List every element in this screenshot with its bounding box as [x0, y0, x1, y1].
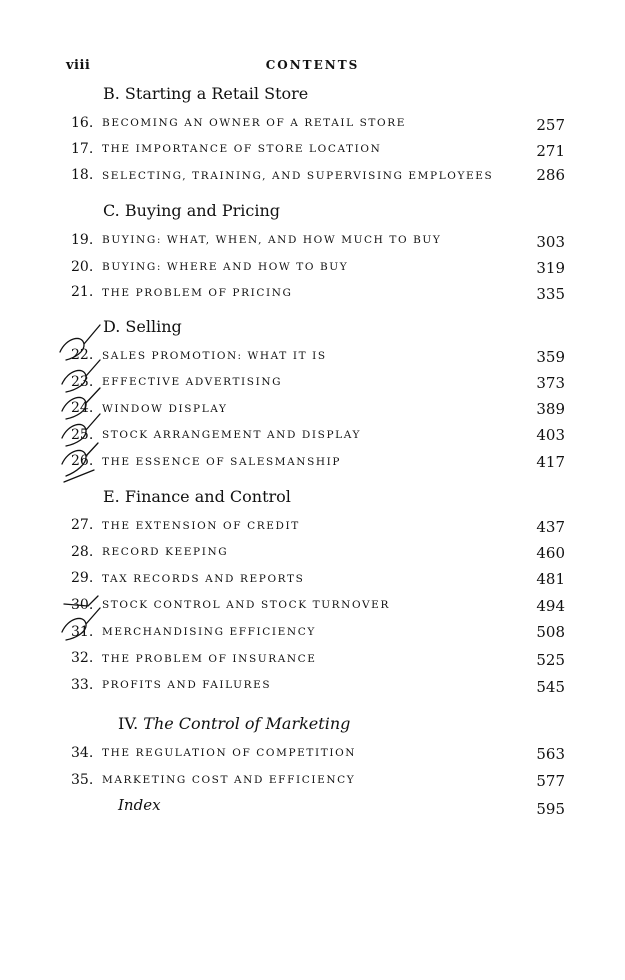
chapter-page: 481	[536, 570, 565, 588]
chapter-title: MERCHANDISING EFFICIENCY	[102, 626, 316, 638]
chapter-page: 577	[536, 772, 565, 790]
chapter-title: SELECTING, TRAINING, AND SUPERVISING EMPLOYEES	[102, 170, 494, 182]
chapter-number: 32.	[71, 650, 94, 666]
chapter-title: THE PROBLEM OF INSURANCE	[102, 653, 317, 665]
section-heading-b: B. Starting a Retail Store	[103, 84, 309, 103]
chapter-page: 257	[536, 116, 565, 134]
chapter-page: 508	[536, 623, 565, 641]
chapter-title: THE PROBLEM OF PRICING	[102, 287, 293, 299]
handwritten-tick-23	[62, 360, 100, 392]
chapter-number: 17.	[71, 141, 94, 157]
chapter-number: 24.	[71, 400, 94, 416]
chapter-number: 26.	[71, 453, 94, 469]
chapter-title: TAX RECORDS AND REPORTS	[102, 573, 305, 585]
chapter-number: 19.	[71, 232, 94, 248]
chapter-page: 437	[536, 518, 565, 536]
chapter-page: 460	[536, 544, 565, 562]
handwritten-tick-24	[62, 388, 100, 419]
chapter-number: 20.	[71, 259, 94, 275]
chapter-title: PROFITS AND FAILURES	[102, 679, 272, 691]
chapter-number: 18.	[71, 167, 94, 183]
chapter-number: 25.	[71, 427, 94, 443]
chapter-number: 34.	[71, 745, 94, 761]
chapter-title: RECORD KEEPING	[102, 546, 229, 558]
chapter-title: THE REGULATION OF COMPETITION	[102, 747, 357, 759]
chapter-page: 525	[536, 651, 565, 669]
chapter-page: 563	[536, 745, 565, 763]
chapter-number: 30.	[71, 597, 94, 613]
handwritten-tick-31	[62, 608, 100, 640]
chapter-page: 373	[536, 374, 565, 392]
handwritten-tick-26	[62, 443, 98, 482]
chapter-number: 23.	[71, 374, 94, 390]
chapter-title: MARKETING COST AND EFFICIENCY	[102, 774, 356, 786]
chapter-number: 33.	[71, 677, 94, 693]
chapter-number: 27.	[71, 517, 94, 533]
chapter-title: BUYING: WHERE AND HOW TO BUY	[102, 261, 349, 273]
index-page: 595	[536, 800, 565, 818]
chapter-page: 335	[536, 285, 565, 303]
part-numeral: IV.	[118, 714, 139, 733]
section-heading-c: C. Buying and Pricing	[103, 201, 281, 220]
index-label: Index	[118, 796, 161, 814]
chapter-title: THE EXTENSION OF CREDIT	[102, 520, 300, 532]
handwritten-tick-30	[64, 596, 98, 606]
chapter-title: STOCK CONTROL AND STOCK TURNOVER	[102, 599, 390, 611]
chapter-page: 271	[536, 142, 565, 160]
section-heading-e: E. Finance and Control	[103, 487, 291, 506]
chapter-title: SALES PROMOTION: WHAT IT IS	[102, 350, 327, 362]
chapter-number: 22.	[71, 347, 94, 363]
chapter-title: WINDOW DISPLAY	[102, 403, 228, 415]
chapter-number: 28.	[71, 544, 94, 560]
page-folio: viii	[66, 58, 91, 73]
chapter-page: 403	[536, 426, 565, 444]
chapter-number: 35.	[71, 772, 94, 788]
chapter-page: 319	[536, 259, 565, 277]
chapter-title: THE IMPORTANCE OF STORE LOCATION	[102, 143, 382, 155]
chapter-page: 389	[536, 400, 565, 418]
chapter-number: 31.	[71, 624, 94, 640]
chapter-number: 16.	[71, 115, 94, 131]
chapter-page: 303	[536, 233, 565, 251]
chapter-number: 29.	[71, 570, 94, 586]
chapter-title: THE ESSENCE OF SALESMANSHIP	[102, 456, 342, 468]
chapter-title: STOCK ARRANGEMENT AND DISPLAY	[102, 429, 361, 441]
running-head: CONTENTS	[265, 58, 360, 72]
part-title: The Control of Marketing	[143, 714, 351, 733]
chapter-number: 21.	[71, 284, 94, 300]
chapter-title: EFFECTIVE ADVERTISING	[102, 376, 283, 388]
chapter-page: 494	[536, 597, 565, 615]
chapter-title: BECOMING AN OWNER OF A RETAIL STORE	[102, 117, 407, 129]
chapter-page: 359	[536, 348, 565, 366]
section-heading-d: D. Selling	[103, 317, 182, 336]
chapter-page: 545	[536, 678, 565, 696]
chapter-page: 286	[536, 166, 565, 184]
chapter-page: 417	[536, 453, 565, 471]
handwritten-tick-22	[60, 325, 100, 360]
chapter-title: BUYING: WHAT, WHEN, AND HOW MUCH TO BUY	[102, 234, 442, 246]
